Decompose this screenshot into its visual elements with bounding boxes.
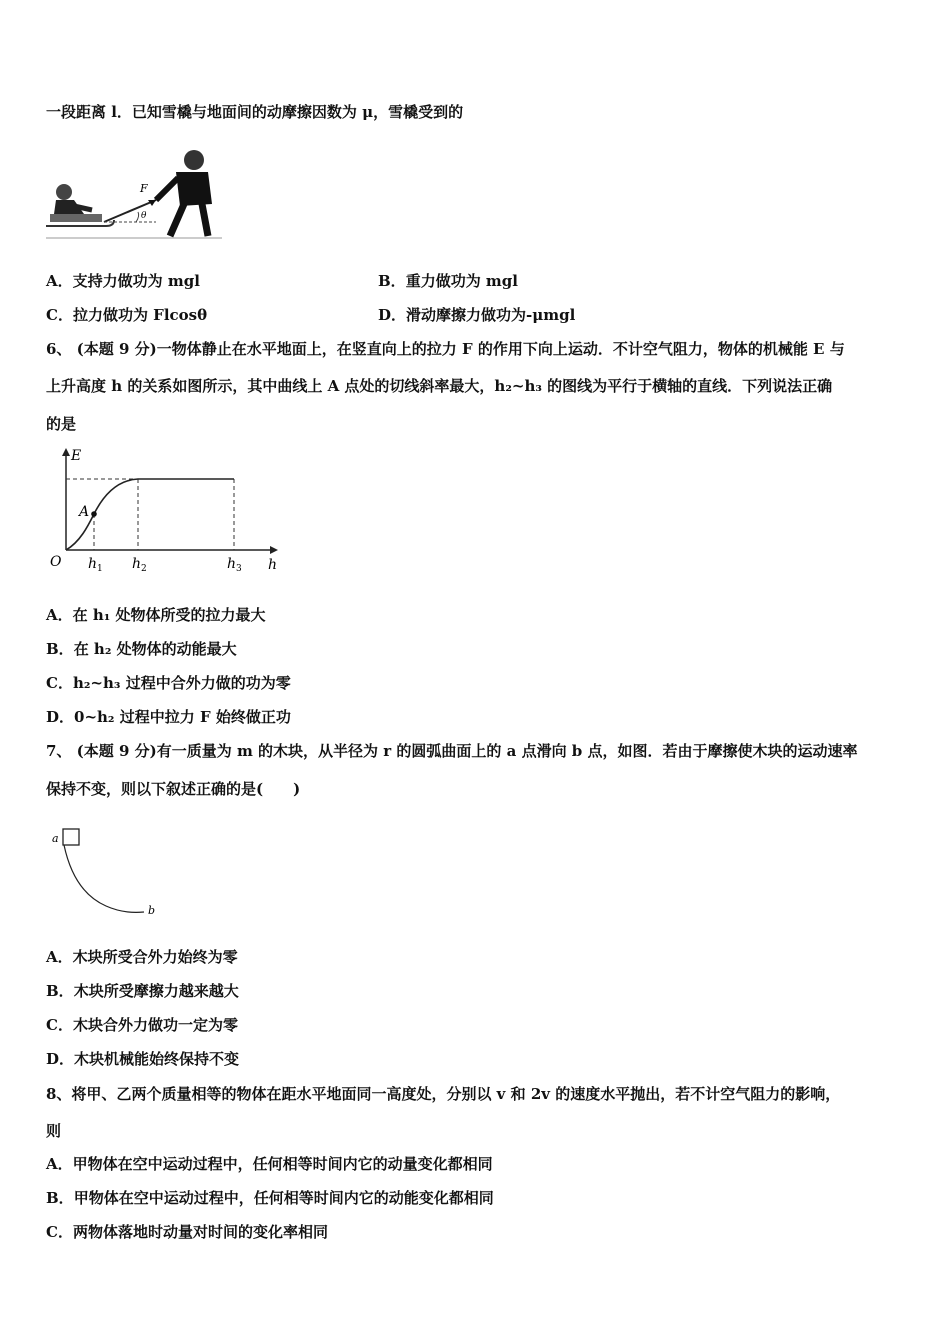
angle-label: θ <box>141 211 147 221</box>
q5-option-c[interactable]: C．拉力做功为 Flcosθ <box>46 306 208 324</box>
h2-label: $h_2$ <box>132 556 147 574</box>
q7-stem-line1: 7、 (本题 9 分)有一质量为 m 的木块，从半径为 r 的圆弧曲面上的 a 点滑向 b 点，如图．若由于摩擦使木块的运动速率 <box>46 742 858 760</box>
block-square <box>63 829 79 845</box>
adult-legs <box>170 204 208 236</box>
q7-option-c[interactable]: C．木块合外力做功一定为零 <box>46 1016 238 1034</box>
q6-option-d[interactable]: D．0~h₂ 过程中拉力 F 始终做正功 <box>46 708 291 726</box>
h1-label: $h_1$ <box>88 556 103 574</box>
child-head <box>56 184 72 200</box>
q8-stem-line2: 则 <box>46 1122 62 1140</box>
q6-stem-line1: 6、 (本题 9 分)一物体静止在水平地面上，在竖直向上的拉力 F 的作用下向上运动．不计空气阻力，物体的机械能 E 与 <box>46 340 845 358</box>
adult-coat <box>176 172 212 206</box>
angle-arc <box>136 212 139 222</box>
origin-label: O <box>50 554 62 570</box>
q6-option-a[interactable]: A．在 h₁ 处物体所受的拉力最大 <box>46 606 266 624</box>
point-a-label: a <box>52 832 59 845</box>
q7-option-d[interactable]: D．木块机械能始终保持不变 <box>46 1050 240 1068</box>
q5-option-a[interactable]: A．支持力做功为 mgl <box>46 272 200 290</box>
x-axis-arrow <box>270 546 278 554</box>
energy-height-graph <box>44 444 284 576</box>
point-a-label: A <box>79 504 90 520</box>
arc-path <box>64 845 144 912</box>
y-axis-arrow <box>62 448 70 456</box>
q7-stem-line2: 保持不变，则以下叙述正确的是( ) <box>46 780 301 798</box>
x-axis-label: h <box>268 557 278 573</box>
q8-option-c[interactable]: C．两物体落地时动量对时间的变化率相同 <box>46 1223 328 1241</box>
sled-body <box>50 214 102 222</box>
q6-stem-line3: 的是 <box>46 415 77 433</box>
adult-arm <box>156 178 178 200</box>
point-a-marker <box>91 511 97 517</box>
q6-option-b[interactable]: B．在 h₂ 处物体的动能最大 <box>46 640 237 658</box>
q7-option-b[interactable]: B．木块所受摩擦力越来越大 <box>46 982 239 1000</box>
q5-option-d[interactable]: D．滑动摩擦力做功为-μmgl <box>378 306 576 324</box>
y-axis-label: E <box>71 448 82 464</box>
energy-curve <box>66 479 234 550</box>
arc-figure <box>44 822 164 922</box>
q8-option-a[interactable]: A．甲物体在空中运动过程中，任何相等时间内它的动量变化都相同 <box>46 1155 493 1173</box>
q5-intro: 一段距离 l．已知雪橇与地面间的动摩擦因数为 μ，雪橇受到的 <box>46 103 464 121</box>
rope-line <box>104 200 156 222</box>
q6-stem-line2: 上升高度 h 的关系如图所示，其中曲线上 A 点处的切线斜率最大，h₂~h₃ 的图线为平行于横轴的直线．下列说法正确 <box>46 377 833 395</box>
q7-option-a[interactable]: A．木块所受合外力始终为零 <box>46 948 238 966</box>
point-b-label: b <box>148 904 156 917</box>
q8-option-b[interactable]: B．甲物体在空中运动过程中，任何相等时间内它的动能变化都相同 <box>46 1189 494 1207</box>
force-label: F <box>140 182 148 195</box>
q6-option-c[interactable]: C．h₂~h₃ 过程中合外力做的功为零 <box>46 674 291 692</box>
h3-label: $h_3$ <box>227 556 242 574</box>
sled-figure <box>44 146 224 242</box>
q5-option-b[interactable]: B．重力做功为 mgl <box>378 272 518 290</box>
adult-head <box>184 150 204 170</box>
q8-stem-line1: 8、将甲、乙两个质量相等的物体在距水平地面同一高度处，分别以 v 和 2v 的速度水平抛出，若不计空气阻力的影响， <box>46 1085 841 1103</box>
